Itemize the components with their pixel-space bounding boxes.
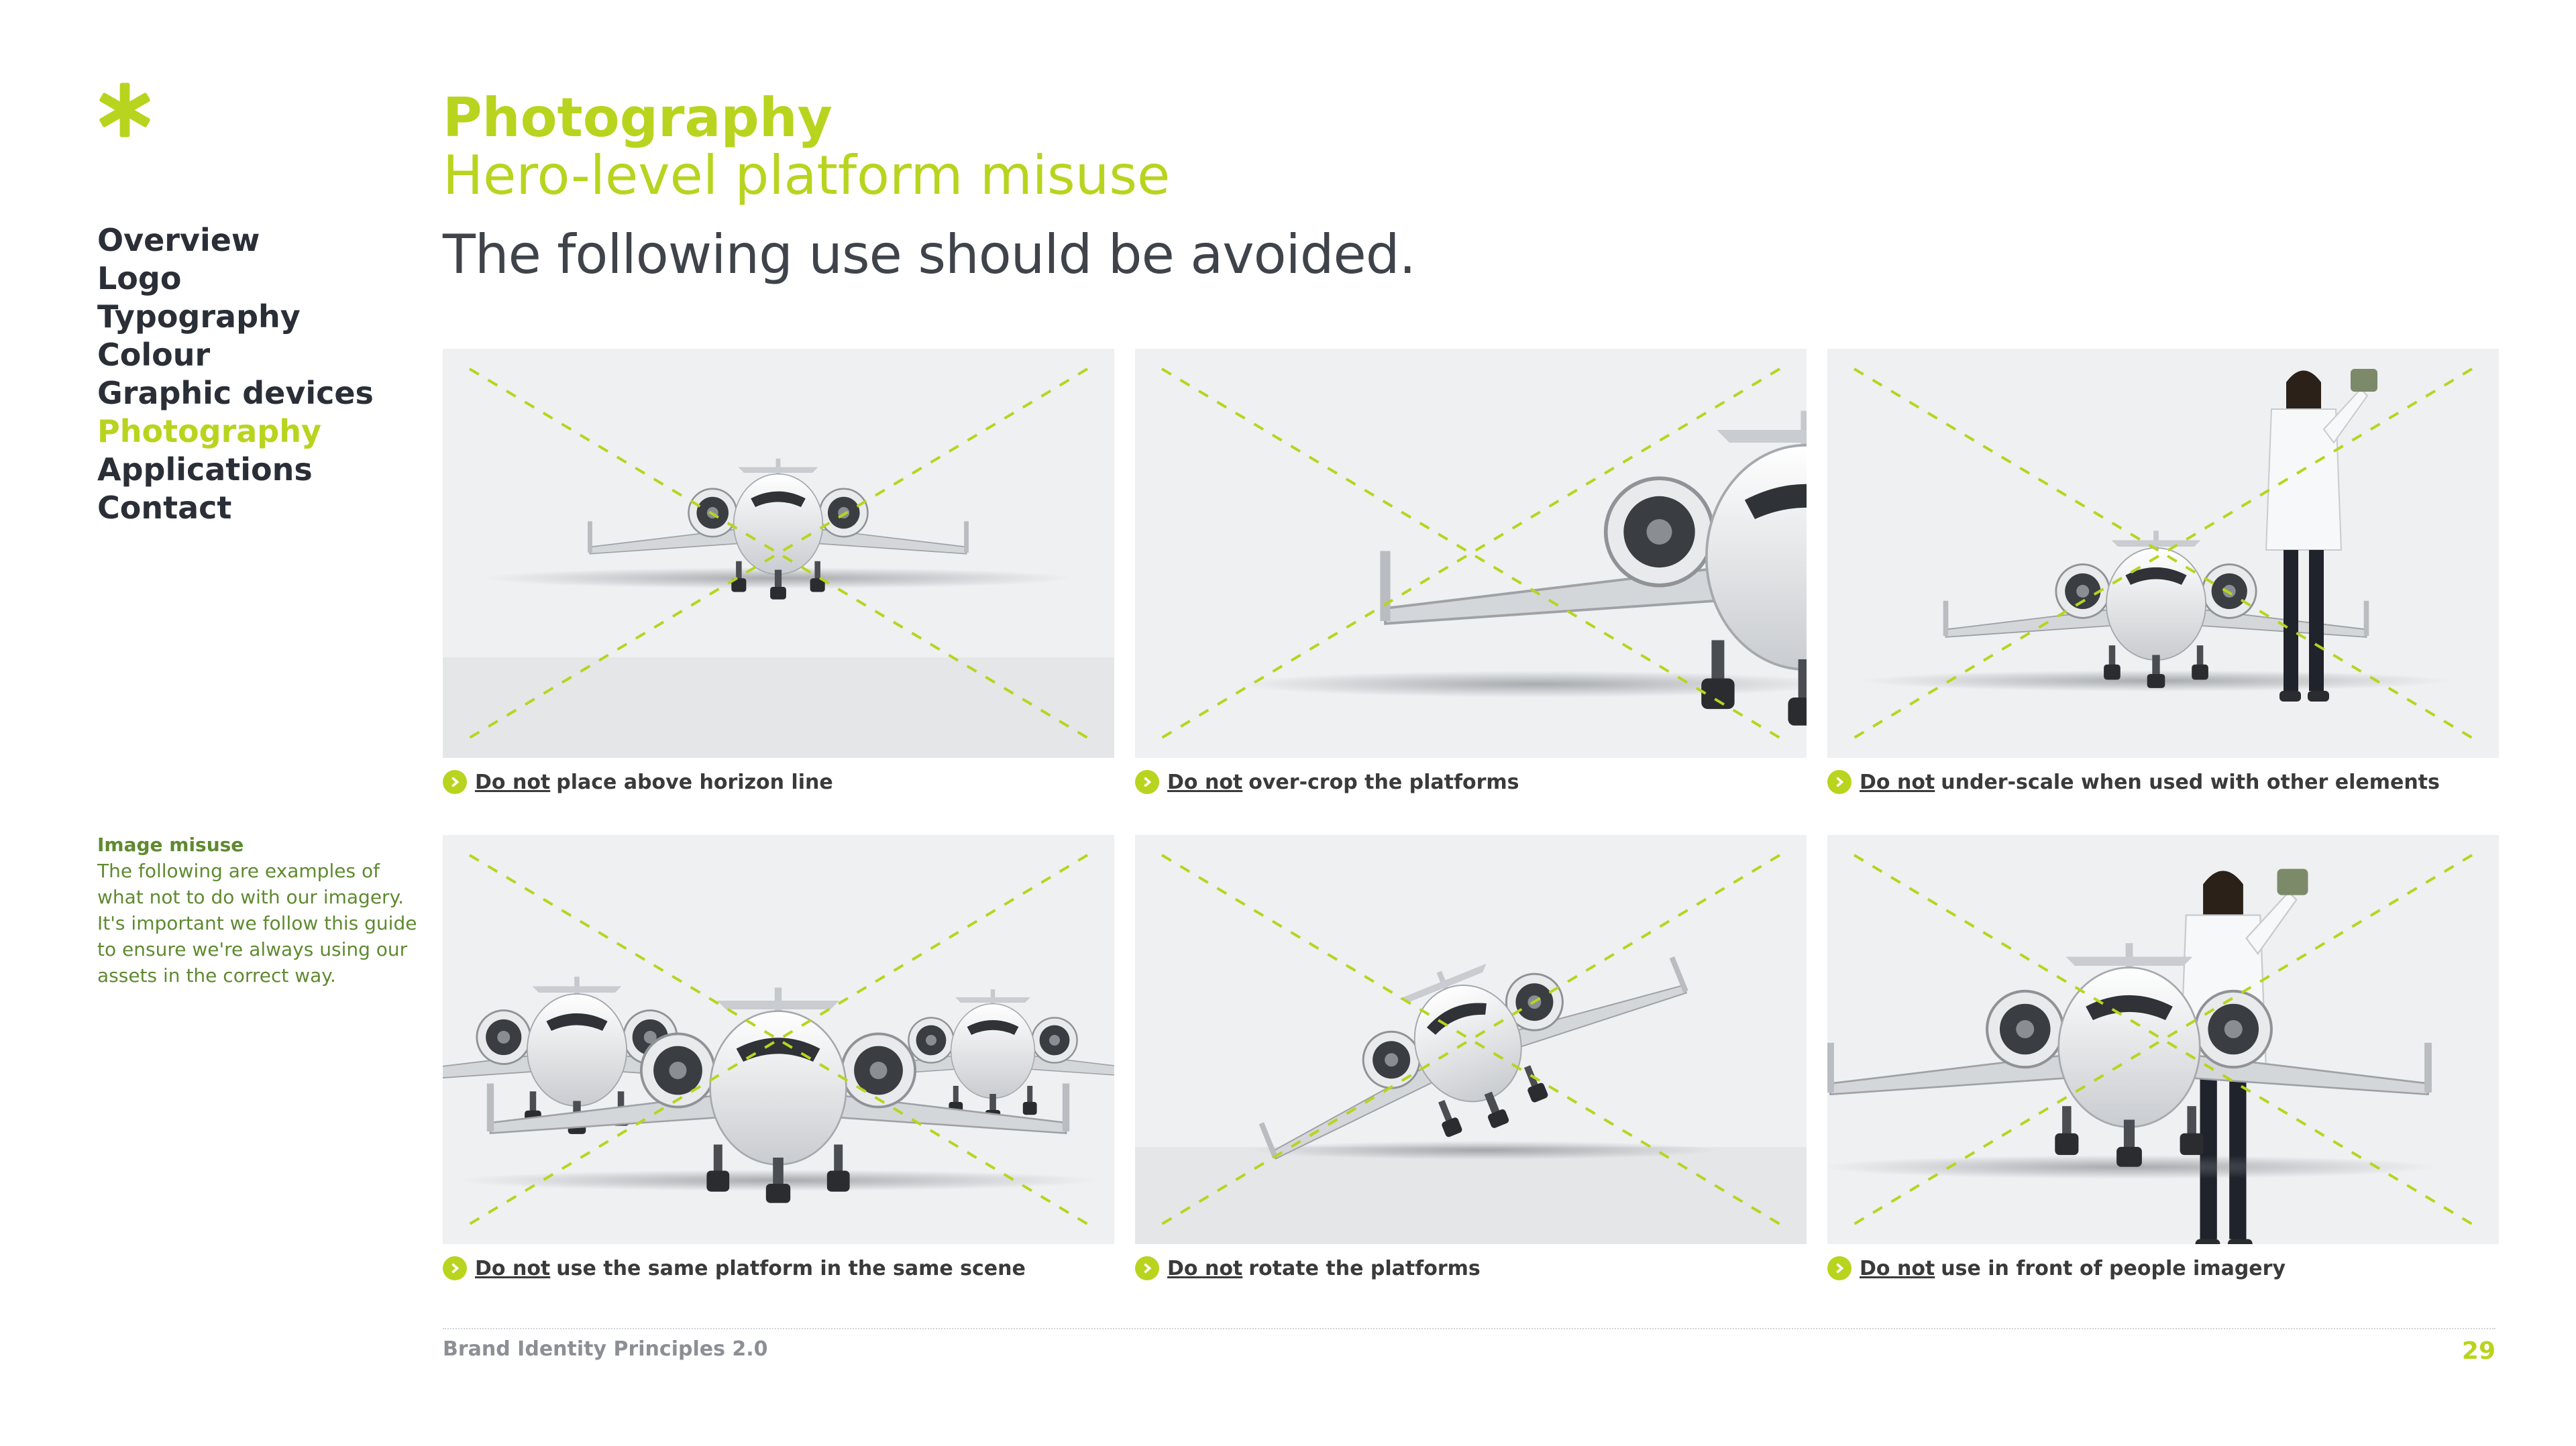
card-caption <box>1135 1256 1807 1280</box>
misuse-card-rotated <box>1135 835 1807 1280</box>
nav-item-photography[interactable]: Photography <box>97 413 321 449</box>
misuse-card-over-crop <box>1135 349 1807 794</box>
caption-text: place above horizon line <box>556 770 833 794</box>
chevron-right-icon <box>1827 1256 1851 1280</box>
nav-item-overview[interactable]: Overview <box>97 222 260 258</box>
nav-item-colour[interactable]: Colour <box>97 337 211 373</box>
misuse-card-under-scale <box>1827 349 2499 794</box>
do-not-label: Do not <box>1167 1256 1243 1280</box>
page-number: 29 <box>2461 1337 2496 1365</box>
chevron-right-icon <box>1827 770 1851 794</box>
card-image <box>1135 835 1807 1244</box>
three-jets <box>443 835 1114 1244</box>
jet-overcropped <box>1135 349 1807 758</box>
card-caption <box>443 770 1114 794</box>
misuse-card-same-platform <box>443 835 1114 1280</box>
caption-text: under-scale when used with other elements <box>1941 770 2440 794</box>
card-caption <box>1827 770 2499 794</box>
caption-text: use the same platform in the same scene <box>556 1256 1026 1280</box>
misuse-card-front-of-people <box>1827 835 2499 1280</box>
do-not-label: Do not <box>1860 1256 1935 1280</box>
do-not-label: Do not <box>1167 770 1243 794</box>
note-body: The following are examples of what not to do with our imagery. It's important we follow this guide to ensure we're always using our assets in the correct way. <box>97 860 417 987</box>
nav-item-applications[interactable]: Applications <box>97 451 313 488</box>
chevron-right-icon <box>1135 770 1159 794</box>
card-image <box>443 835 1114 1244</box>
jet-in-front-of-person <box>1827 835 2499 1244</box>
page-subtitle: Hero-level platform misuse <box>443 144 1171 207</box>
chevron-right-icon <box>443 1256 467 1280</box>
card-image <box>443 349 1114 758</box>
nav-item-typography[interactable]: Typography <box>97 298 301 335</box>
jet-rotated <box>1135 835 1807 1244</box>
misuse-card-above-horizon <box>443 349 1114 794</box>
do-not-label: Do not <box>1860 770 1935 794</box>
image-misuse-note <box>97 832 426 989</box>
footer-divider <box>443 1328 2496 1329</box>
card-caption <box>1827 1256 2499 1280</box>
nav-item-contact[interactable]: Contact <box>97 490 232 526</box>
caption-text: rotate the platforms <box>1248 1256 1481 1280</box>
page-title: Photography <box>443 87 833 149</box>
card-image <box>1827 835 2499 1244</box>
nav-item-graphic-devices[interactable]: Graphic devices <box>97 375 374 411</box>
card-image <box>1827 349 2499 758</box>
caption-text: over-crop the platforms <box>1248 770 1519 794</box>
note-title: Image misuse <box>97 834 244 856</box>
nav-item-logo[interactable]: Logo <box>97 260 182 296</box>
section-nav <box>97 221 374 527</box>
chevron-right-icon <box>443 770 467 794</box>
card-caption <box>1135 770 1807 794</box>
do-not-label: Do not <box>475 1256 551 1280</box>
intro-text: The following use should be avoided. <box>443 223 1415 286</box>
jet-underscaled-with-person <box>1827 349 2499 758</box>
caption-text: use in front of people imagery <box>1941 1256 2286 1280</box>
footer-label: Brand Identity Principles 2.0 <box>443 1337 768 1361</box>
card-image <box>1135 349 1807 758</box>
do-not-label: Do not <box>475 770 551 794</box>
chevron-right-icon <box>1135 1256 1159 1280</box>
asterisk-icon <box>94 79 156 141</box>
jet-front-above-horizon <box>443 349 1114 758</box>
card-caption <box>443 1256 1114 1280</box>
